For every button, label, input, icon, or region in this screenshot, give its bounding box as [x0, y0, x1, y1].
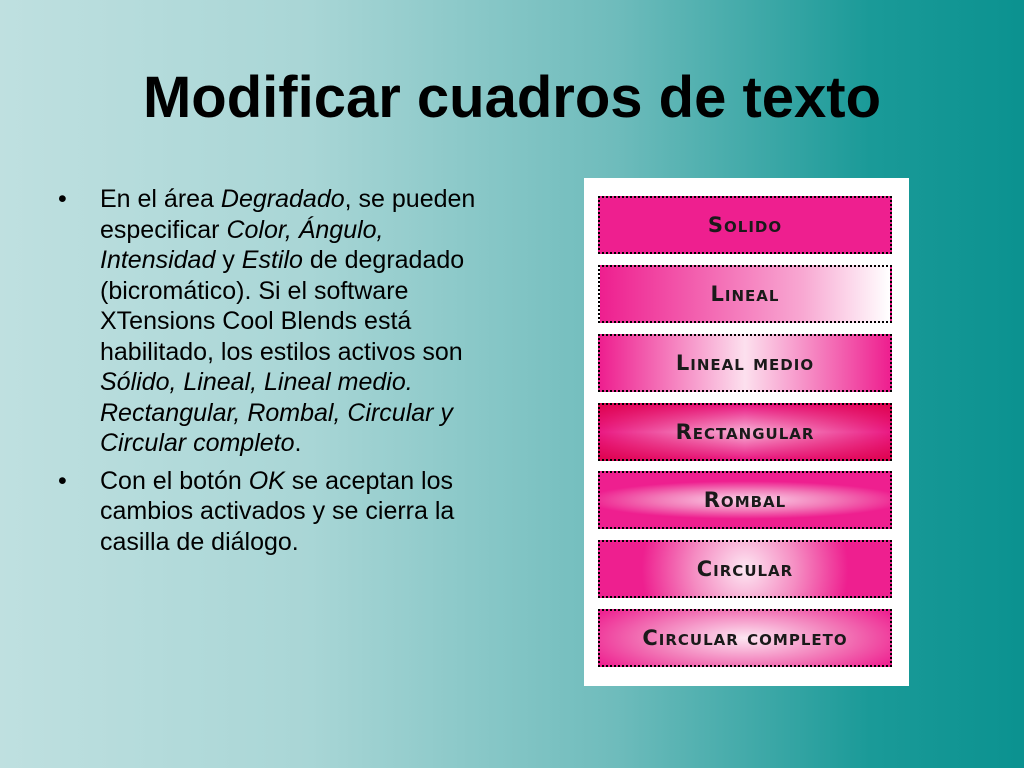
bullet-text: [100, 467, 454, 556]
bullet-icon: •: [58, 466, 67, 495]
bullet-list: [56, 184, 496, 564]
bullet-text-run: y: [215, 246, 242, 274]
bullet-text-run: , se pueden especificar: [100, 185, 476, 244]
bullet-text-run: de degradado (bicromático). Si el software XTensions Cool Blends está habilitado, los estilos activos son: [100, 246, 465, 366]
bullet-text-run-italic: Degradado: [220, 185, 345, 213]
bullet-text: [100, 185, 475, 457]
style-button-rombal[interactable]: Rombal: [598, 471, 892, 529]
style-button-rectangular[interactable]: Rectangular: [598, 403, 892, 461]
bullet-icon: •: [58, 185, 67, 213]
bullet-item: [56, 184, 496, 459]
style-button-circular-completo[interactable]: Circular completo: [598, 609, 892, 667]
bullet-text-run-italic: Sólido, Lineal, Lineal medio. Rectangular, Rombal, Circular y Circular completo: [100, 368, 453, 457]
style-button-circular[interactable]: Circular: [598, 540, 892, 598]
style-button-lineal[interactable]: Lineal: [598, 265, 892, 323]
bullet-text-run-italic: Estilo: [241, 246, 303, 274]
style-button-lineal-medio[interactable]: Lineal medio: [598, 334, 892, 392]
bullet-text-run: se aceptan los cambios activados y se cierra la casilla de diálogo.: [100, 466, 455, 556]
bullet-text-run-italic: Color, Ángulo, Intensidad: [100, 215, 384, 274]
bullet-text-run: Con el botón: [100, 466, 249, 495]
bullet-text-run: En el área: [100, 185, 221, 213]
bullet-text-run-italic: OK: [248, 466, 285, 495]
style-button-solido[interactable]: Solido: [598, 196, 892, 254]
gradient-styles-panel: [584, 178, 909, 686]
bullet-text-run: .: [294, 429, 302, 457]
slide-title: Modificar cuadros de texto: [142, 65, 882, 130]
bullet-item: [56, 466, 496, 558]
